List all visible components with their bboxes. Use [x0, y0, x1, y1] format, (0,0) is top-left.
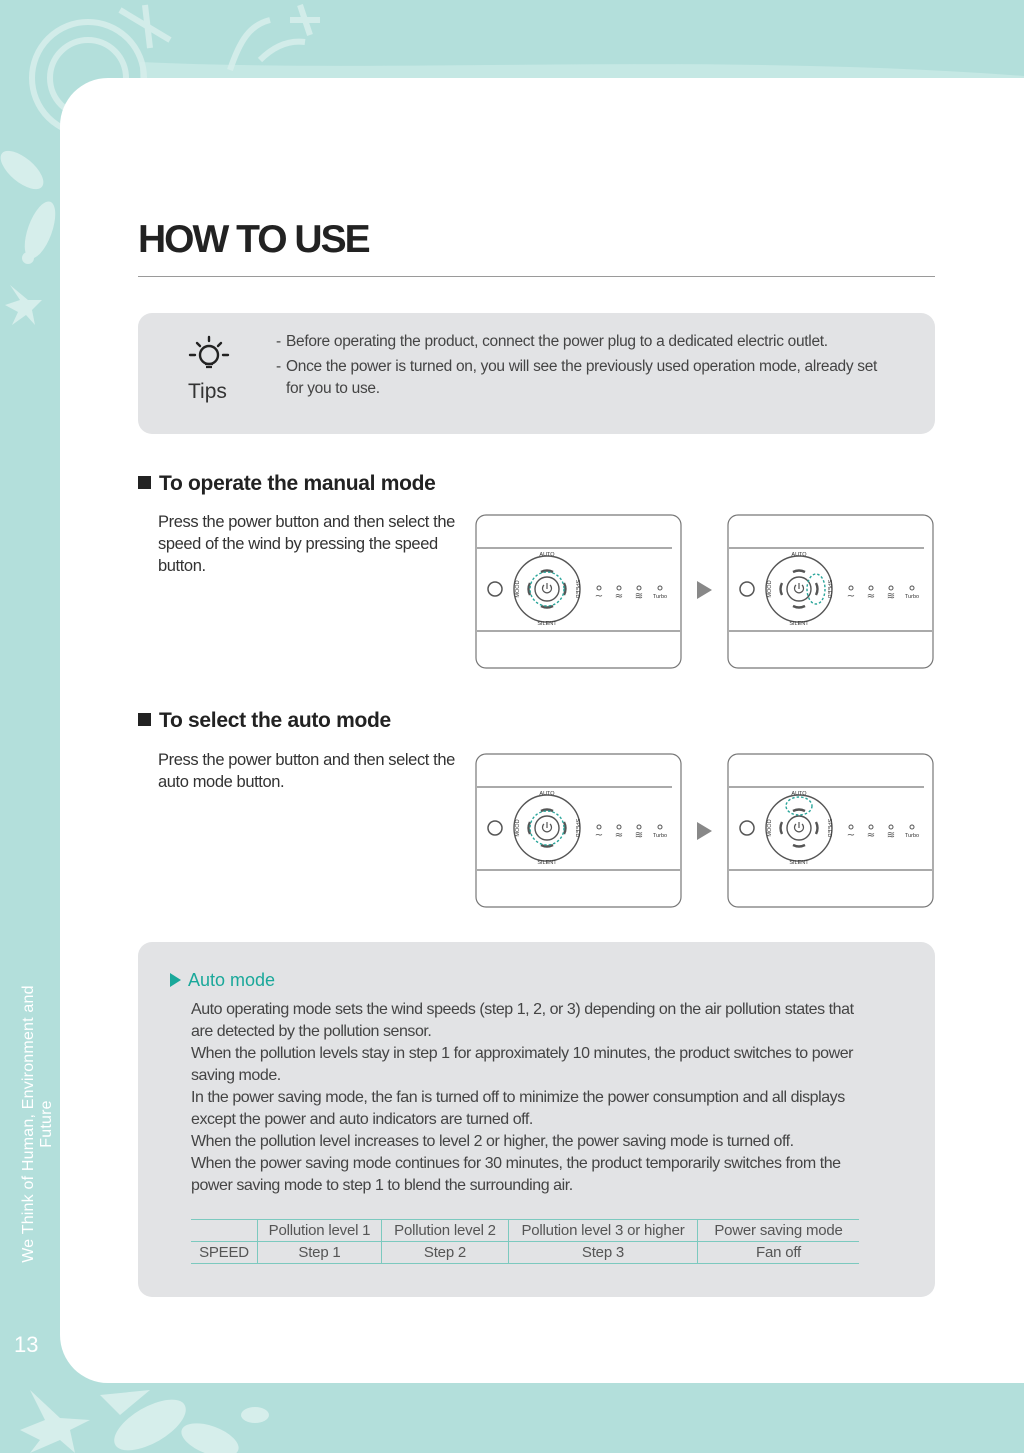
- silent-label: SILENT: [789, 621, 809, 627]
- auto-info-heading-text: Auto mode: [188, 970, 276, 990]
- next-step-arrow-icon: [697, 822, 712, 840]
- turbo-label: Turbo: [652, 594, 668, 600]
- table-cell: Step 2: [382, 1242, 509, 1264]
- turbo-label: Turbo: [652, 833, 668, 839]
- table-cell: SPEED: [191, 1242, 258, 1264]
- lightbulb-icon: [187, 333, 231, 377]
- wind-level-icon: ≋: [634, 591, 644, 602]
- table-cell: Pollution level 2: [382, 1220, 509, 1242]
- silent-label: SILENT: [537, 860, 557, 866]
- wind-level-icon: ~: [594, 830, 604, 841]
- wind-level-icon: ≋: [886, 591, 896, 602]
- next-step-arrow-icon: [697, 581, 712, 599]
- mood-label: MOOD: [767, 819, 773, 837]
- page-number: 13: [14, 1332, 39, 1357]
- silent-label: SILENT: [789, 860, 809, 866]
- auto-info-paragraph: When the pollution levels stay in step 1 for approximately 10 minutes, the product switches to power saving mode.: [191, 1045, 854, 1084]
- speed-label: SPEED: [574, 579, 580, 599]
- page-title: HOW TO USE: [138, 218, 369, 261]
- manual-mode-text: Press the power button and then select the speed of the wind by pressing the speed button.: [158, 513, 455, 575]
- control-panel-illustration: [475, 753, 682, 908]
- turbo-label: Turbo: [904, 594, 920, 600]
- table-header-row: [191, 1220, 859, 1242]
- wind-level-icon: ≈: [614, 830, 624, 841]
- tip-item: - Before operating the product, connect the power plug to a dedicated electric outlet.: [276, 331, 896, 353]
- wind-level-icon: ≈: [866, 591, 876, 602]
- wind-level-icon: ~: [846, 591, 856, 602]
- turbo-label: Turbo: [904, 833, 920, 839]
- wind-level-icon: ~: [846, 830, 856, 841]
- mood-label: MOOD: [767, 580, 773, 598]
- table-cell: Pollution level 3 or higher: [509, 1220, 698, 1242]
- table-row: [191, 1242, 859, 1264]
- tips-label: Tips: [188, 380, 227, 403]
- auto-label: AUTO: [539, 552, 555, 558]
- auto-info-paragraph: In the power saving mode, the fan is turned off to minimize the power consumption and all displays except the power and auto indicators are turned off.: [191, 1089, 845, 1128]
- auto-mode-text: Press the power button and then select the auto mode button.: [158, 751, 455, 791]
- control-panel-illustration: [727, 753, 934, 908]
- wind-level-icon: ≈: [866, 830, 876, 841]
- auto-info-paragraph: When the power saving mode continues for 30 minutes, the product temporarily switches from the power saving mode to step 1 to blend the surrounding air.: [191, 1155, 841, 1194]
- wind-level-icon: ~: [594, 591, 604, 602]
- auto-info-heading: [170, 970, 275, 991]
- pollution-speed-table: [191, 1219, 859, 1264]
- auto-label: AUTO: [791, 552, 807, 558]
- table-cell: Pollution level 1: [258, 1220, 382, 1242]
- auto-mode-heading: [138, 709, 391, 733]
- square-bullet-icon: [138, 713, 151, 726]
- auto-label: AUTO: [539, 791, 555, 797]
- square-bullet-icon: [138, 476, 151, 489]
- wind-level-icon: ≋: [886, 830, 896, 841]
- mood-label: MOOD: [515, 819, 521, 837]
- auto-info-paragraph: When the pollution level increases to level 2 or higher, the power saving mode is turned off.: [191, 1133, 794, 1150]
- table-cell: Step 3: [509, 1242, 698, 1264]
- table-cell: Power saving mode: [698, 1220, 860, 1242]
- table-cell: Step 1: [258, 1242, 382, 1264]
- title-divider: [138, 276, 935, 277]
- table-cell: Fan off: [698, 1242, 860, 1264]
- auto-info-body: [191, 999, 871, 1197]
- silent-label: SILENT: [537, 621, 557, 627]
- tips-list: [276, 331, 896, 400]
- control-panel-illustration: [475, 514, 682, 669]
- auto-mode-heading-text: To select the auto mode: [159, 709, 391, 732]
- manual-mode-heading: [138, 472, 436, 496]
- auto-info-paragraph: Auto operating mode sets the wind speeds (step 1, 2, or 3) depending on the air pollution states that are detected by the pollution sensor.: [191, 1001, 854, 1040]
- auto-label: AUTO: [791, 791, 807, 797]
- speed-label: SPEED: [826, 818, 832, 838]
- triangle-bullet-icon: [170, 973, 181, 987]
- mood-label: MOOD: [515, 580, 521, 598]
- wind-level-icon: ≈: [614, 591, 624, 602]
- table-cell: [191, 1220, 258, 1242]
- speed-label: SPEED: [826, 579, 832, 599]
- control-panel-illustration: [727, 514, 934, 669]
- tip-item: - Once the power is turned on, you will see the previously used operation mode, already set for you to use.: [276, 356, 896, 400]
- speed-label: SPEED: [574, 818, 580, 838]
- manual-mode-heading-text: To operate the manual mode: [159, 472, 436, 495]
- wind-level-icon: ≋: [634, 830, 644, 841]
- side-slogan: We Think of Human, Environment and Future: [20, 985, 55, 1263]
